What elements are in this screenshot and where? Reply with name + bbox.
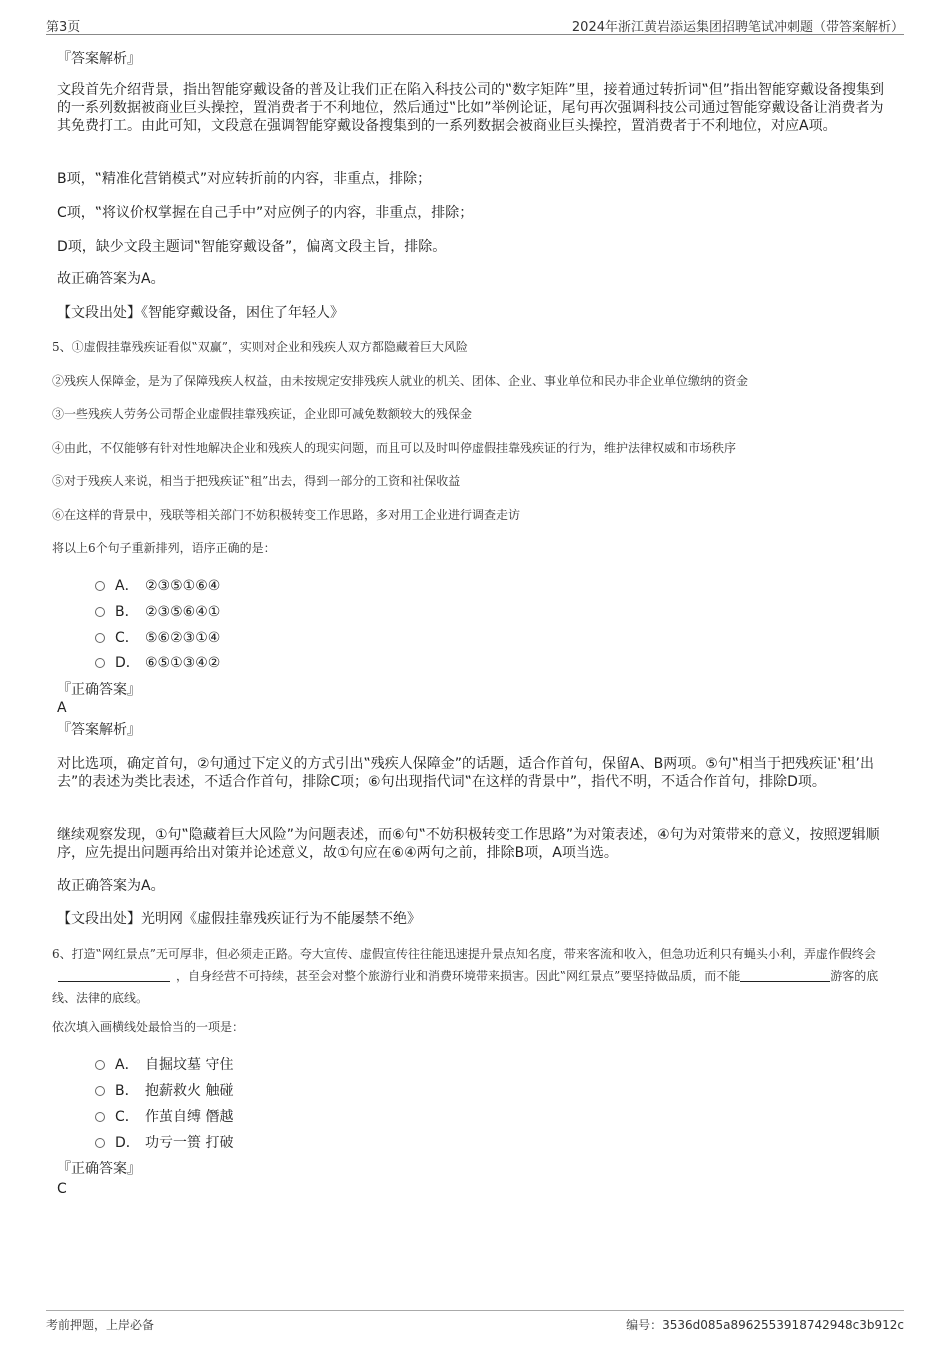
- answer-label: 『正确答案』: [57, 682, 141, 698]
- footer-slogan: 考前押题，上岸必备: [46, 1318, 155, 1332]
- conclusion: 故正确答案为A。: [57, 271, 165, 287]
- answer-label: 『正确答案』: [57, 1161, 141, 1177]
- radio-icon[interactable]: [95, 633, 105, 643]
- option-d-analysis: D项，缺少文段主题词‟智能穿戴设备”，偏离文段主旨，排除。: [57, 239, 447, 255]
- fill-blank-2[interactable]: [740, 967, 830, 982]
- source: 【文段出处】光明网《虚假挂靠残疾证行为不能屡禁不绝》: [57, 911, 421, 927]
- fill-blank-1[interactable]: [58, 967, 170, 982]
- question-6-option-c[interactable]: C． 作茧自缚 僭越: [95, 1108, 233, 1126]
- question-5-sentence-2: ②残疾人保障金，是为了保障残疾人权益，由未按规定安排残疾人就业的机关、团体、企业、事业单位和民办非企业单位缴纳的资金: [52, 374, 749, 388]
- radio-icon[interactable]: [95, 1138, 105, 1148]
- question-5-sentence-1: 5、①虚假挂靠残疾证看似‟双赢”，实则对企业和残疾人双方都隐藏着巨大风险: [52, 340, 468, 354]
- question-5-option-d[interactable]: D． ⑥⑤①③④②: [95, 654, 220, 672]
- radio-icon[interactable]: [95, 658, 105, 668]
- source: 【文段出处】《智能穿戴设备，困住了年轻人》: [57, 305, 344, 321]
- question-5-sentence-4: ④由此，不仅能够有针对性地解决企业和残疾人的现实问题，而且可以及时叫停虚假挂靠残疾证的行为，维护法律权威和市场秩序: [52, 441, 737, 455]
- radio-icon[interactable]: [95, 1112, 105, 1122]
- question-5-option-c[interactable]: C． ⑤⑥②③①④: [95, 629, 220, 647]
- analysis-label: 『答案解析』: [57, 51, 141, 67]
- question-5-option-b[interactable]: B． ②③⑤⑥④①: [95, 603, 220, 621]
- page-number: 第3页: [46, 20, 81, 35]
- radio-icon[interactable]: [95, 1086, 105, 1096]
- answer-value: A: [57, 700, 67, 716]
- radio-icon[interactable]: [95, 581, 105, 591]
- radio-icon[interactable]: [95, 1060, 105, 1070]
- question-5-sentence-5: ⑤对于残疾人来说，相当于把残疾证‟租”出去，得到一部分的工资和社保收益: [52, 474, 461, 488]
- document-id: 编号：3536d085a8962553918742948c3b912c: [626, 1318, 904, 1332]
- radio-icon[interactable]: [95, 607, 105, 617]
- document-title: 2024年浙江黄岩添运集团招聘笔试冲刺题（带答案解析）: [571, 20, 904, 35]
- question-6-stem: 6、打造‟网红景点”无可厚非，但必须走正路。夸大宣传、虚假宣传往往能迅速提升景点知名度，带来客流和收入，但急功近利只有蝇头小利，弄虚作假终会，自身经营不可持续，甚至会对整个旅游行业和消费环境带来损害。因此‟网红景点”要坚持做品质，而不能 游客的底线、法律的底线。: [52, 947, 879, 1005]
- page-footer: [46, 1310, 904, 1335]
- question-6-option-d[interactable]: D． 功亏一篑 打破: [95, 1134, 233, 1152]
- question-5-sentence-6: ⑥在这样的背景中，残联等相关部门不妨积极转变工作思路，多对用工企业进行调查走访: [52, 508, 521, 522]
- question-6-option-b[interactable]: B． 抱薪救火 触碰: [95, 1082, 233, 1100]
- analysis-paragraph-1: 对比选项，确定首句，②句通过下定义的方式引出‟残疾人保障金”的话题，适合作首句，保留A、B两项。⑤句‟相当于把残疾证‛租’出去”的表述为类比表述，不适合作首句，排除C项；⑥句出现指代词‟在这样的背景中”，指代不明，不适合作首句，排除D项。: [57, 756, 874, 790]
- option-c-analysis: C项，‟将议价权掌握在自己手中”对应例子的内容，非重点，排除；: [57, 205, 474, 221]
- analysis-paragraph: 文段首先介绍背景，指出智能穿戴设备的普及让我们正在陷入科技公司的‟数字矩阵”里，接着通过转折词‟但”指出智能穿戴设备搜集到的一系列数据被商业巨头操控，置消费者于不利地位，然后通过‟比如”举例论证，尾句再次强调科技公司通过智能穿戴设备让消费者为其免费打工。由此可知，文段意在强调智能穿戴设备搜集到的一系列数据会被商业巨头操控，置消费者于不利地位，对应A项。: [57, 82, 885, 134]
- question-6-option-a[interactable]: A． 自掘坟墓 守住: [95, 1056, 233, 1074]
- question-5-sentence-3: ③一些残疾人劳务公司帮企业虚假挂靠残疾证，企业即可减免数额较大的残保金: [52, 407, 473, 421]
- question-6-prompt: 依次填入画横线处最恰当的一项是：: [52, 1020, 245, 1034]
- conclusion: 故正确答案为A。: [57, 878, 165, 894]
- question-5-prompt: 将以上6个句子重新排列，语序正确的是：: [52, 541, 276, 555]
- analysis-label: 『答案解析』: [57, 722, 141, 738]
- analysis-paragraph-2: 继续观察发现，①句‟隐藏着巨大风险”为问题表述，而⑥句‟不妨积极转变工作思路”为对策表述，④句为对策带来的意义，按照逻辑顺序，应先提出问题再给出对策并论述意义，故①句应在⑥④两句之前，排除B项，A项当选。: [57, 827, 880, 861]
- page-header: [46, 14, 904, 35]
- answer-value: C: [57, 1181, 67, 1197]
- option-b-analysis: B项，‟精准化营销模式”对应转折前的内容，非重点，排除；: [57, 171, 432, 187]
- question-5-option-a[interactable]: A． ②③⑤①⑥④: [95, 577, 220, 595]
